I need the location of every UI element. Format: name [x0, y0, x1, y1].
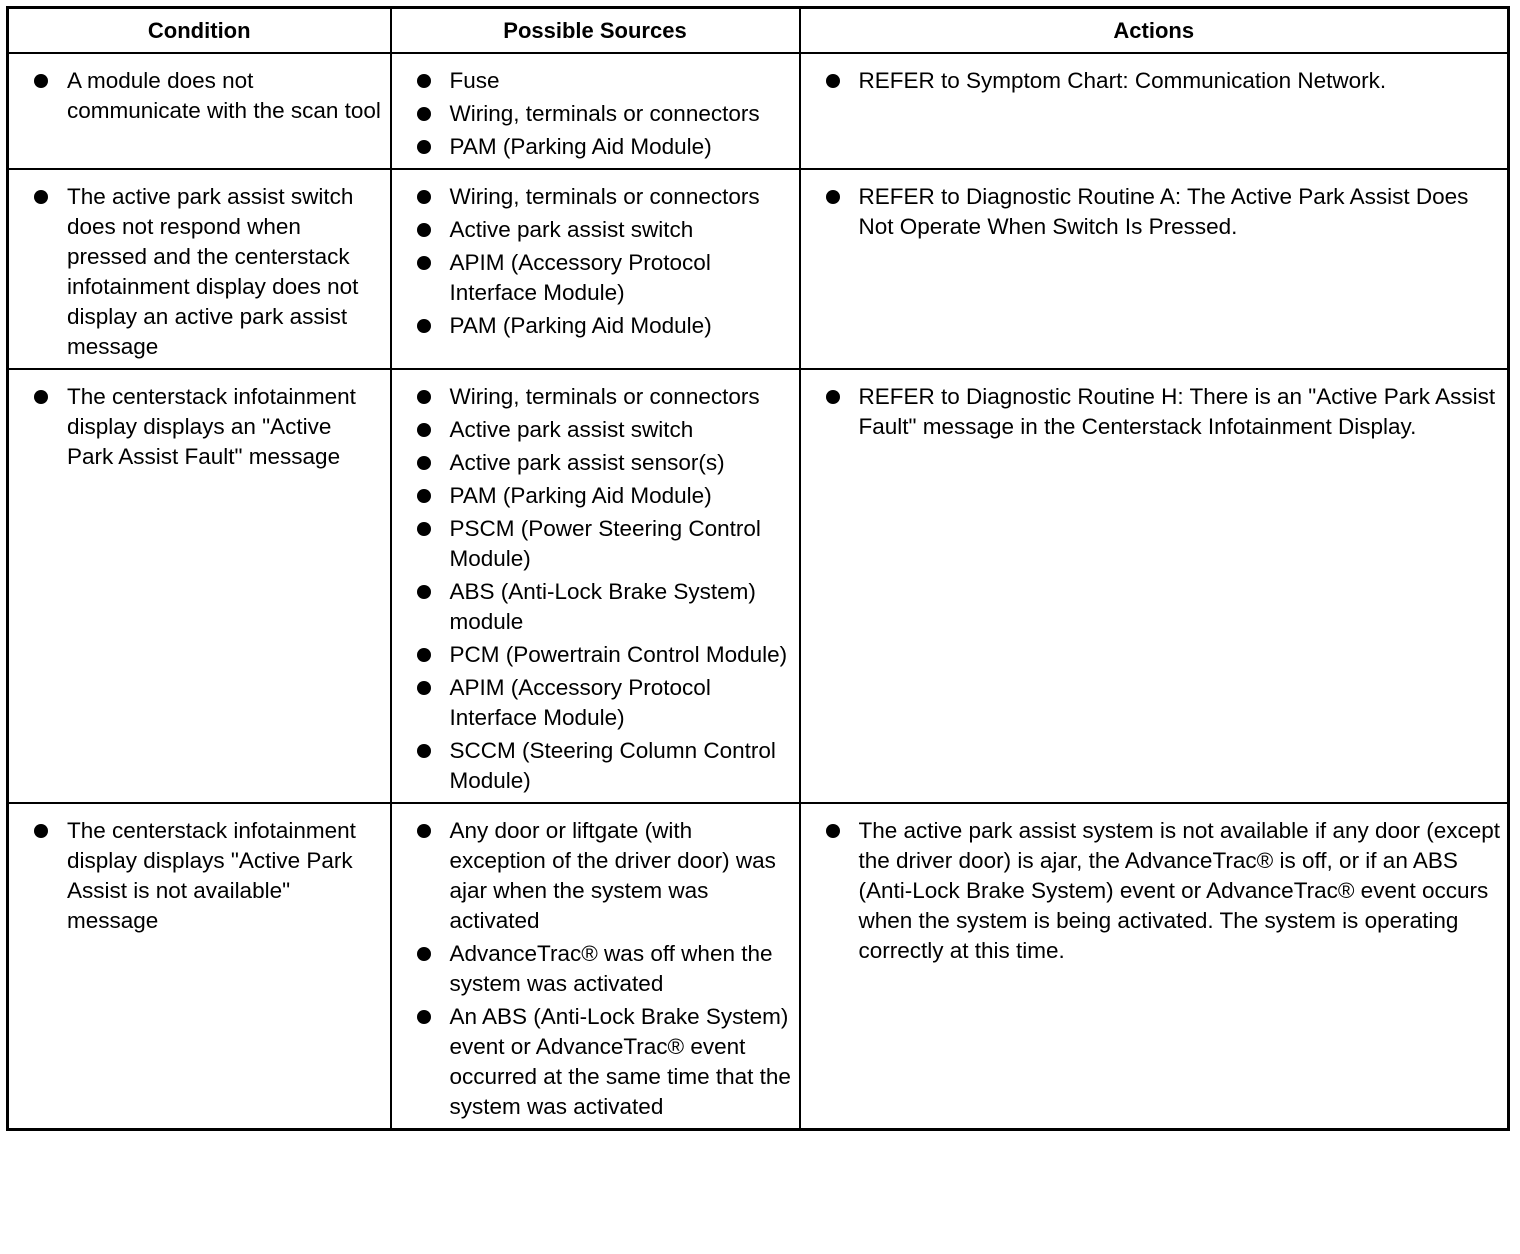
list-item-text: PAM (Parking Aid Module): [449, 134, 712, 159]
bullet-list: [823, 182, 1502, 242]
bullet-icon: [417, 947, 431, 961]
list-item-text: Wiring, terminals or connectors: [449, 384, 760, 409]
bullet-icon: [34, 190, 48, 204]
list-item: [414, 66, 793, 96]
table-body: [8, 53, 1509, 1130]
table-row: [8, 53, 1509, 169]
list-item-text: The active park assist system is not available if any door (except the driver door) is ajar, the AdvanceTrac® is off, or if an ABS (Anti-Lock Brake System) event or AdvanceTrac® event occurs when the system is being activated. The system is operating correctly at this time.: [858, 818, 1501, 963]
condition-cell: [8, 803, 391, 1130]
bullet-icon: [417, 319, 431, 333]
actions-cell: [800, 803, 1509, 1130]
list-item: [414, 816, 793, 936]
bullet-icon: [417, 423, 431, 437]
table-row: [8, 803, 1509, 1130]
list-item: [31, 66, 384, 126]
bullet-icon: [417, 190, 431, 204]
condition-cell: [8, 169, 391, 369]
header-possible-sources: Possible Sources: [391, 8, 800, 54]
list-item: [414, 1002, 793, 1122]
list-item-text: REFER to Diagnostic Routine H: There is an "Active Park Assist Fault" message in the Centerstack Infotainment Display.: [858, 384, 1496, 439]
list-item: [31, 182, 384, 362]
list-item: [823, 382, 1502, 442]
actions-cell: [800, 53, 1509, 169]
bullet-icon: [826, 74, 840, 88]
list-item: [31, 816, 384, 936]
bullet-list: [823, 382, 1502, 442]
bullet-icon: [417, 681, 431, 695]
bullet-icon: [826, 190, 840, 204]
actions-cell: [800, 369, 1509, 803]
list-item: [414, 382, 793, 412]
bullet-icon: [34, 824, 48, 838]
list-item-text: Fuse: [449, 68, 500, 93]
list-item-text: SCCM (Steering Column Control Module): [449, 738, 776, 793]
bullet-list: [414, 382, 793, 796]
bullet-list: [31, 182, 384, 362]
list-item: [414, 215, 793, 245]
list-item: [414, 514, 793, 574]
list-item-text: Any door or liftgate (with exception of the driver door) was ajar when the system was activated: [449, 818, 776, 933]
list-item: [414, 415, 793, 445]
list-item: [414, 640, 793, 670]
bullet-icon: [417, 648, 431, 662]
actions-cell: [800, 169, 1509, 369]
bullet-list: [31, 66, 384, 126]
bullet-icon: [34, 390, 48, 404]
bullet-icon: [417, 585, 431, 599]
bullet-icon: [417, 107, 431, 121]
list-item: [414, 481, 793, 511]
list-item: [414, 736, 793, 796]
list-item-text: PCM (Powertrain Control Module): [449, 642, 788, 667]
list-item: [823, 66, 1502, 96]
bullet-icon: [417, 74, 431, 88]
header-actions: Actions: [800, 8, 1509, 54]
bullet-list: [414, 182, 793, 341]
list-item-text: Wiring, terminals or connectors: [449, 101, 760, 126]
possible-sources-cell: [391, 53, 800, 169]
list-item-text: PAM (Parking Aid Module): [449, 483, 712, 508]
symptom-chart-table: [6, 6, 1510, 1131]
list-item: [414, 939, 793, 999]
list-item-text: Active park assist sensor(s): [449, 450, 725, 475]
bullet-icon: [417, 140, 431, 154]
bullet-icon: [826, 390, 840, 404]
list-item: [414, 311, 793, 341]
list-item-text: Active park assist switch: [449, 217, 694, 242]
list-item: [414, 577, 793, 637]
list-item: [414, 99, 793, 129]
bullet-icon: [417, 1010, 431, 1024]
list-item: [414, 448, 793, 478]
bullet-list: [31, 382, 384, 472]
bullet-list: [823, 66, 1502, 96]
list-item-text: APIM (Accessory Protocol Interface Module): [449, 250, 711, 305]
bullet-list: [823, 816, 1502, 966]
list-item: [414, 248, 793, 308]
list-item-text: APIM (Accessory Protocol Interface Module): [449, 675, 711, 730]
list-item: [823, 182, 1502, 242]
condition-cell: [8, 53, 391, 169]
possible-sources-cell: [391, 803, 800, 1130]
bullet-icon: [417, 489, 431, 503]
table-row: [8, 369, 1509, 803]
bullet-icon: [34, 74, 48, 88]
list-item-text: REFER to Symptom Chart: Communication Network.: [858, 68, 1387, 93]
list-item-text: PSCM (Power Steering Control Module): [449, 516, 761, 571]
bullet-icon: [417, 744, 431, 758]
list-item: [823, 816, 1502, 966]
list-item: [414, 673, 793, 733]
bullet-icon: [417, 456, 431, 470]
possible-sources-cell: [391, 169, 800, 369]
list-item-text: An ABS (Anti-Lock Brake System) event or AdvanceTrac® event occurred at the same time that the system was activated: [449, 1004, 791, 1119]
header-row: [8, 8, 1509, 54]
list-item: [414, 132, 793, 162]
list-item-text: PAM (Parking Aid Module): [449, 313, 712, 338]
list-item-text: The centerstack infotainment display displays an "Active Park Assist Fault" message: [67, 384, 356, 469]
table-row: [8, 169, 1509, 369]
list-item-text: Wiring, terminals or connectors: [449, 184, 760, 209]
list-item-text: The centerstack infotainment display displays "Active Park Assist is not available" message: [67, 818, 356, 933]
condition-cell: [8, 369, 391, 803]
bullet-list: [31, 816, 384, 936]
possible-sources-cell: [391, 369, 800, 803]
list-item-text: AdvanceTrac® was off when the system was activated: [449, 941, 773, 996]
bullet-list: [414, 66, 793, 162]
bullet-icon: [417, 522, 431, 536]
header-condition: Condition: [8, 8, 391, 54]
bullet-icon: [826, 824, 840, 838]
list-item: [414, 182, 793, 212]
list-item-text: A module does not communicate with the scan tool: [67, 68, 381, 123]
bullet-icon: [417, 390, 431, 404]
list-item: [31, 382, 384, 472]
bullet-icon: [417, 223, 431, 237]
bullet-icon: [417, 824, 431, 838]
list-item-text: REFER to Diagnostic Routine A: The Active Park Assist Does Not Operate When Switch Is Pressed.: [858, 184, 1469, 239]
list-item-text: Active park assist switch: [449, 417, 694, 442]
list-item-text: ABS (Anti-Lock Brake System) module: [449, 579, 756, 634]
table-header: [8, 8, 1509, 54]
bullet-list: [414, 816, 793, 1122]
bullet-icon: [417, 256, 431, 270]
list-item-text: The active park assist switch does not respond when pressed and the centerstack infotainment display does not display an active park assist message: [67, 184, 359, 359]
